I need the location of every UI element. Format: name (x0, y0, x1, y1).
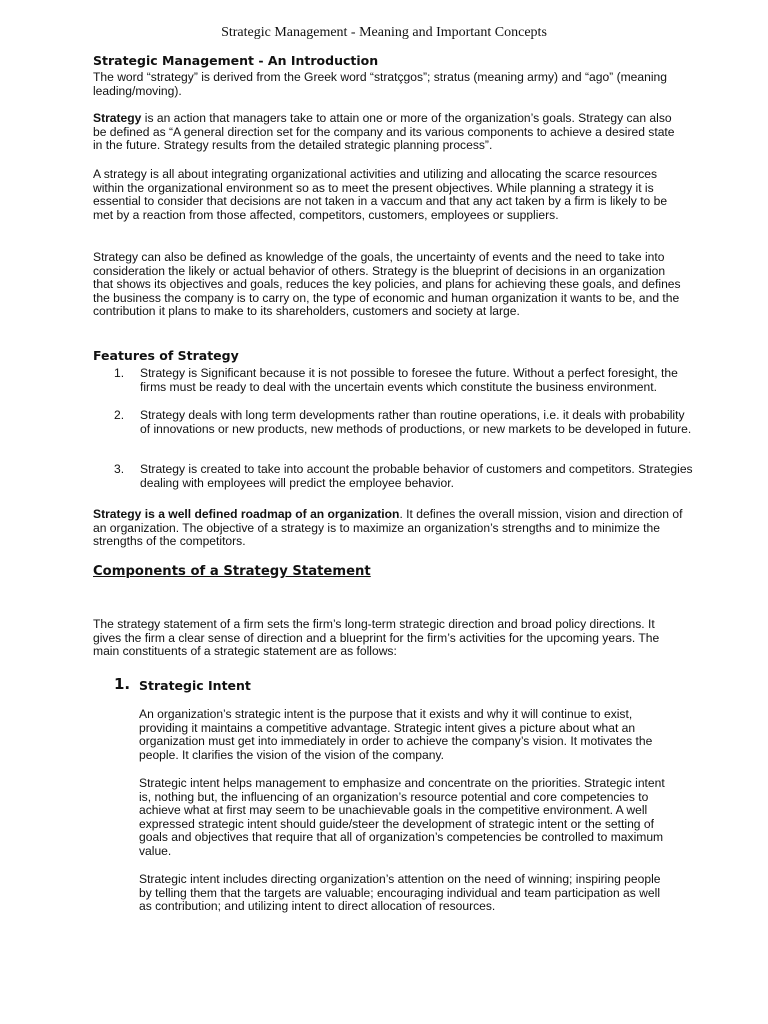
strategy-term: Strategy (93, 111, 142, 125)
feature-item-number: 2. (114, 408, 125, 422)
components-paragraph: The strategy statement of a firm sets the firm’s long-term strategic direction and broad policy directions. It gives the firm a clear sense of direction and a blueprint for the firm’s activities for the upcoming years. The main constituents of a strategic statement are as follows: (93, 617, 660, 659)
roadmap-text: . It defines the overall mission, vision and direction of an organization. The objective of a strategy is to maximize an organization’s strengths and to minimize the strengths of the competitors. (93, 507, 683, 549)
roadmap-bold-text: Strategy is a well defined roadmap of an organization (93, 507, 400, 521)
intent-paragraph-1: An organization’s strategic intent is the purpose that it exists and why it will continue to exist, providing it maintains a competitive advantage. Strategic intent gives a picture about what an organization must get into immediately in order to achieve the company’s vision. It motivates the people. It clarifies the vision of the vision of the company. (139, 707, 653, 762)
intent-paragraph-3: Strategic intent includes directing organization’s attention on the need of winning; inspiring people by telling them that the targets are valuable; encouraging individual and team participation as well as contribution; and utilizing intent to direct allocation of resources. (139, 872, 661, 914)
components-heading: Components of a Strategy Statement (93, 564, 371, 579)
feature-item-number: 1. (114, 366, 125, 380)
strategy-definition: is an action that managers take to attain one or more of the organization’s goals. Strategy can also be defined as “A general direction set for the company and its various components to achieve a desired state in the future. Strategy results from the detailed strategic planning process”. (93, 111, 675, 153)
roadmap-paragraph (93, 508, 683, 549)
features-heading: Features of Strategy (93, 348, 239, 363)
intent-number: 1. (114, 675, 131, 693)
intro-paragraph-4: Strategy can also be defined as knowledge of the goals, the uncertainty of events and the need to take into consideration the likely or actual behavior of others. Strategy is the blueprint of decisions in an organization that shows its objectives and goals, reduces the key policies, and plans for achieving these goals, and defines the business the company is to carry on, the type of economic and human organization it wants to be, and the contribution it plans to make to its shareholders, customers and society at large. (93, 250, 681, 319)
feature-item-text: Strategy deals with long term developments rather than routine operations, i.e. it deals with probability of innovations or new products, new methods of productions, or new markets to be developed in future. (140, 408, 692, 436)
intro-paragraph-2 (93, 112, 683, 153)
feature-item-text: Strategy is created to take into account the probable behavior of customers and competitors. Strategies dealing with employees will predict the employee behavior. (140, 462, 693, 490)
intent-paragraph-2: Strategic intent helps management to emphasize and concentrate on the priorities. Strategic intent is, nothing but, the influencing of an organization’s resource potential and core competencies to achieve what at first may seem to be unachievable goals in the competitive environment. A well expressed strategic intent should guide/steer the development of strategic intent or the setting of goals and objectives that require that all of organization’s competencies be controlled to maximum value. (139, 776, 665, 858)
intent-heading: Strategic Intent (139, 678, 251, 693)
intro-heading: Strategic Management - An Introduction (93, 53, 379, 68)
feature-item-1 (114, 367, 694, 394)
intro-paragraph-3: A strategy is all about integrating organizational activities and utilizing and allocating the scarce resources within the organizational environment so as to meet the present objectives. While planning a strategy it is essential to consider that decisions are not taken in a vaccum and that any act taken by a firm is likely to be met by a reaction from those affected, competitors, customers, employees or suppliers. (93, 167, 668, 222)
feature-item-number: 3. (114, 462, 125, 476)
feature-item-2 (114, 409, 694, 436)
document-title: Strategic Management - Meaning and Important Concepts (221, 25, 547, 40)
feature-item-3 (114, 463, 694, 490)
intro-paragraph-1: The word “strategy” is derived from the Greek word “stratçgos”; stratus (meaning army) and “ago” (meaning leading/moving). (93, 70, 667, 98)
feature-item-text: Strategy is Significant because it is not possible to foresee the future. Without a perfect foresight, the firms must be ready to deal with the uncertain events which constitute the business environment. (140, 366, 678, 394)
